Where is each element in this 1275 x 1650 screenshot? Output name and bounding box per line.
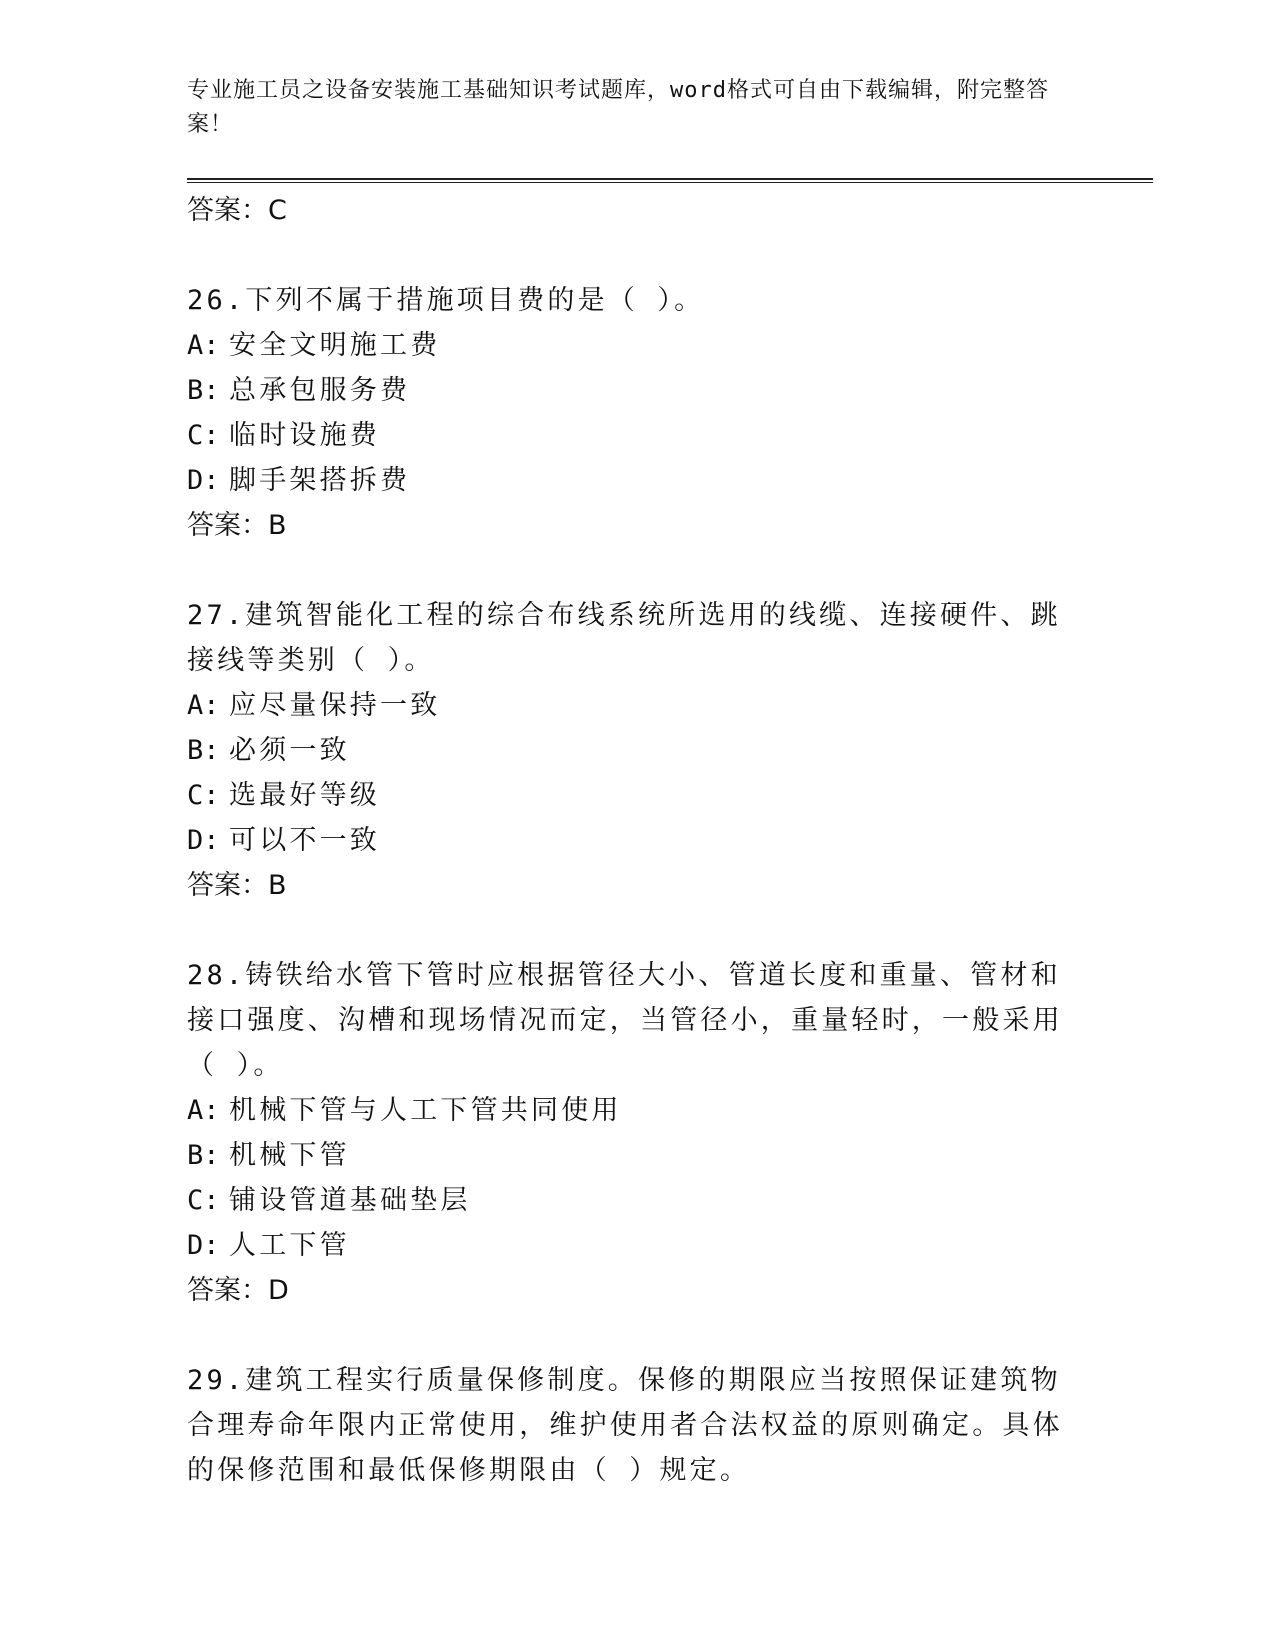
option-text: 机械下管 xyxy=(229,1140,350,1171)
question-text: 26.下列不属于措施项目费的是（ ）。 xyxy=(187,285,705,316)
option-c xyxy=(187,413,1087,458)
option-d xyxy=(187,818,1087,863)
option-label: A: xyxy=(187,330,220,361)
option-label: A: xyxy=(187,690,220,721)
option-d xyxy=(187,1223,1087,1268)
option-c xyxy=(187,773,1087,818)
option-text: 选最好等级 xyxy=(229,780,380,811)
option-text: 可以不一致 xyxy=(229,825,380,856)
option-text: 脚手架搭拆费 xyxy=(229,465,411,496)
option-label: B: xyxy=(187,1140,220,1171)
answer-previous-question: 答案：C xyxy=(187,195,287,226)
document-header: 专业施工员之设备安装施工基础知识考试题库，word格式可自由下载编辑，附完整答案！ xyxy=(187,78,1049,137)
option-label: C: xyxy=(187,420,220,451)
question-28 xyxy=(187,953,1087,1314)
option-a xyxy=(187,323,1087,368)
question-text: 28.铸铁给水管下管时应根据管径大小、管道长度和重量、管材和接口强度、沟槽和现场情况而定，当管径小，重量轻时，一般采用（ ）。 xyxy=(187,960,1063,1081)
option-label: B: xyxy=(187,375,220,406)
option-text: 必须一致 xyxy=(229,735,350,766)
option-text: 总承包服务费 xyxy=(229,375,411,406)
option-c xyxy=(187,1178,1087,1223)
option-label: B: xyxy=(187,735,220,766)
option-label: C: xyxy=(187,1185,220,1216)
document-content xyxy=(187,188,1087,1493)
header-divider-thin xyxy=(187,182,1153,183)
answer: 答案：B xyxy=(187,870,287,901)
option-b xyxy=(187,728,1087,773)
option-text: 安全文明施工费 xyxy=(229,330,441,361)
question-29 xyxy=(187,1358,1087,1493)
option-text: 机械下管与人工下管共同使用 xyxy=(229,1095,622,1126)
question-26 xyxy=(187,278,1087,549)
option-label: D: xyxy=(187,825,220,856)
answer: 答案：D xyxy=(187,1275,289,1306)
question-text: 27.建筑智能化工程的综合布线系统所选用的线缆、连接硬件、跳接线等类别（ ）。 xyxy=(187,600,1061,676)
option-b xyxy=(187,1133,1087,1178)
question-27 xyxy=(187,593,1087,909)
option-label: D: xyxy=(187,1230,220,1261)
answer: 答案：B xyxy=(187,510,287,541)
option-d xyxy=(187,458,1087,503)
option-b xyxy=(187,368,1087,413)
option-label: D: xyxy=(187,465,220,496)
option-a xyxy=(187,1088,1087,1133)
option-text: 临时设施费 xyxy=(229,420,380,451)
option-text: 人工下管 xyxy=(229,1230,350,1261)
option-label: C: xyxy=(187,780,220,811)
option-a xyxy=(187,683,1087,728)
question-text: 29.建筑工程实行质量保修制度。保修的期限应当按照保证建筑物合理寿命年限内正常使用，维护使用者合法权益的原则确定。具体的保修范围和最低保修期限由（ ）规定。 xyxy=(187,1365,1063,1486)
option-text: 铺设管道基础垫层 xyxy=(229,1185,471,1216)
option-text: 应尽量保持一致 xyxy=(229,690,441,721)
header-divider-thick xyxy=(187,178,1153,180)
option-label: A: xyxy=(187,1095,220,1126)
